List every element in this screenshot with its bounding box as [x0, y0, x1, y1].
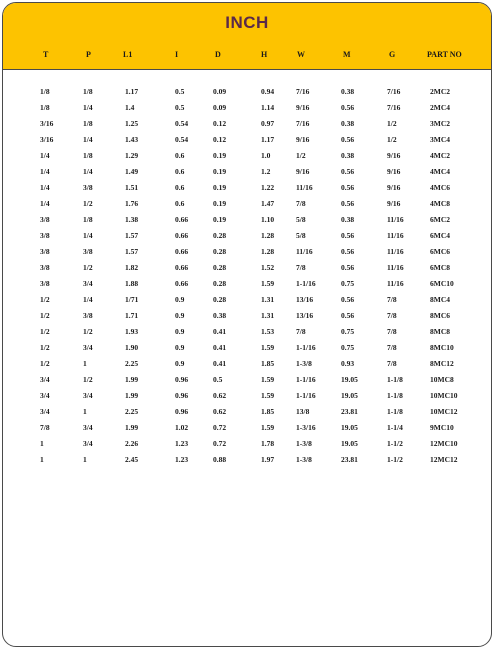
cell-l1: 1.99 — [125, 391, 139, 400]
cell-h: 1.17 — [261, 135, 275, 144]
spec-table-card — [2, 2, 492, 647]
cell-m: 0.38 — [341, 87, 355, 96]
cell-t: 1 — [40, 455, 44, 464]
cell-t: 1/4 — [40, 151, 50, 160]
cell-l1: 1.71 — [125, 311, 139, 320]
cell-l1: 1.99 — [125, 423, 139, 432]
cell-t: 1/4 — [40, 199, 50, 208]
cell-w: 11/16 — [296, 247, 313, 256]
cell-h: 1.0 — [261, 151, 271, 160]
cell-i: 1.23 — [175, 439, 189, 448]
cell-h: 1.28 — [261, 231, 275, 240]
cell-m: 0.56 — [341, 103, 355, 112]
cell-l1: 1.99 — [125, 375, 139, 384]
cell-g: 11/16 — [387, 231, 404, 240]
cell-i: 0.66 — [175, 215, 189, 224]
cell-i: 0.54 — [175, 135, 189, 144]
cell-l1: 1.51 — [125, 183, 139, 192]
cell-d: 0.09 — [213, 87, 227, 96]
table-row — [3, 423, 491, 439]
table-row — [3, 103, 491, 119]
cell-d: 0.12 — [213, 119, 227, 128]
cell-w: 5/8 — [296, 215, 306, 224]
table-row — [3, 295, 491, 311]
cell-m: 19.05 — [341, 391, 358, 400]
cell-w: 1/2 — [296, 151, 306, 160]
cell-part-no: 8MC4 — [430, 295, 450, 304]
cell-t: 3/8 — [40, 247, 50, 256]
cell-p: 1/8 — [83, 151, 93, 160]
cell-d: 0.12 — [213, 135, 227, 144]
cell-m: 19.05 — [341, 375, 358, 384]
cell-h: 1.97 — [261, 455, 275, 464]
cell-h: 1.59 — [261, 391, 275, 400]
cell-d: 0.19 — [213, 183, 227, 192]
column-header-i: I — [175, 50, 179, 59]
table-row — [3, 231, 491, 247]
cell-l1: 2.25 — [125, 359, 139, 368]
cell-d: 0.38 — [213, 311, 227, 320]
table-row — [3, 343, 491, 359]
cell-g: 1-1/2 — [387, 439, 403, 448]
cell-i: 0.66 — [175, 231, 189, 240]
cell-h: 1.59 — [261, 343, 275, 352]
cell-g: 7/16 — [387, 87, 401, 96]
cell-w: 7/8 — [296, 199, 306, 208]
cell-l1: 1.90 — [125, 343, 139, 352]
cell-g: 11/16 — [387, 279, 404, 288]
cell-h: 1.22 — [261, 183, 275, 192]
cell-l1: 1.57 — [125, 247, 139, 256]
cell-part-no: 8MC6 — [430, 311, 450, 320]
cell-d: 0.72 — [213, 439, 227, 448]
cell-p: 1/4 — [83, 103, 93, 112]
cell-d: 0.19 — [213, 215, 227, 224]
cell-p: 3/4 — [83, 343, 93, 352]
cell-i: 0.6 — [175, 199, 185, 208]
cell-h: 1.59 — [261, 375, 275, 384]
cell-part-no: 6MC4 — [430, 231, 450, 240]
table-row — [3, 151, 491, 167]
cell-p: 1 — [83, 359, 87, 368]
cell-t: 3/8 — [40, 279, 50, 288]
cell-h: 1.59 — [261, 279, 275, 288]
cell-g: 9/16 — [387, 199, 401, 208]
cell-part-no: 4MC4 — [430, 167, 450, 176]
cell-part-no: 2MC4 — [430, 103, 450, 112]
cell-p: 3/8 — [83, 311, 93, 320]
cell-part-no: 6MC2 — [430, 215, 450, 224]
cell-part-no: 2MC2 — [430, 87, 450, 96]
table-row — [3, 439, 491, 455]
cell-g: 9/16 — [387, 167, 401, 176]
column-header-t: T — [43, 50, 49, 59]
cell-part-no: 8MC12 — [430, 359, 454, 368]
cell-part-no: 4MC6 — [430, 183, 450, 192]
cell-h: 1.28 — [261, 247, 275, 256]
cell-part-no: 10MC12 — [430, 407, 458, 416]
cell-l1: 1.49 — [125, 167, 139, 176]
cell-t: 3/8 — [40, 263, 50, 272]
cell-p: 1/4 — [83, 167, 93, 176]
cell-p: 1/4 — [83, 295, 93, 304]
cell-l1: 1.38 — [125, 215, 139, 224]
cell-t: 1/2 — [40, 311, 50, 320]
table-row — [3, 327, 491, 343]
cell-l1: 1.93 — [125, 327, 139, 336]
cell-w: 13/16 — [296, 295, 314, 304]
cell-p: 1/2 — [83, 263, 93, 272]
table-row — [3, 263, 491, 279]
cell-t: 1/4 — [40, 183, 50, 192]
cell-p: 3/8 — [83, 247, 93, 256]
cell-i: 0.6 — [175, 151, 185, 160]
cell-g: 1-1/4 — [387, 423, 403, 432]
cell-m: 0.56 — [341, 183, 355, 192]
cell-h: 1.47 — [261, 199, 275, 208]
column-header-part-no: PART NO — [427, 50, 462, 59]
cell-l1: 2.25 — [125, 407, 139, 416]
table-row — [3, 135, 491, 151]
cell-i: 0.9 — [175, 327, 185, 336]
cell-part-no: 3MC4 — [430, 135, 450, 144]
cell-g: 1/2 — [387, 119, 397, 128]
cell-m: 0.93 — [341, 359, 355, 368]
cell-l1: 2.26 — [125, 439, 139, 448]
cell-m: 0.75 — [341, 343, 355, 352]
cell-d: 0.28 — [213, 231, 227, 240]
cell-w: 1-1/16 — [296, 343, 316, 352]
cell-h: 1.53 — [261, 327, 275, 336]
cell-w: 1-3/8 — [296, 359, 312, 368]
table-row — [3, 183, 491, 199]
cell-h: 1.31 — [261, 311, 275, 320]
cell-p: 1/4 — [83, 231, 93, 240]
cell-d: 0.28 — [213, 295, 227, 304]
cell-p: 3/4 — [83, 439, 93, 448]
column-header-g: G — [389, 50, 396, 59]
table-row — [3, 375, 491, 391]
cell-w: 13/16 — [296, 311, 314, 320]
cell-m: 0.38 — [341, 151, 355, 160]
cell-t: 3/4 — [40, 391, 50, 400]
column-header-row — [3, 50, 491, 66]
cell-t: 1/2 — [40, 327, 50, 336]
cell-part-no: 3MC2 — [430, 119, 450, 128]
cell-i: 0.66 — [175, 279, 189, 288]
cell-g: 9/16 — [387, 151, 401, 160]
cell-p: 3/4 — [83, 279, 93, 288]
cell-w: 1-1/16 — [296, 391, 316, 400]
cell-i: 1.02 — [175, 423, 189, 432]
cell-l1: 1.82 — [125, 263, 139, 272]
cell-h: 1.2 — [261, 167, 271, 176]
cell-p: 3/4 — [83, 423, 93, 432]
cell-g: 7/16 — [387, 103, 401, 112]
cell-i: 0.66 — [175, 263, 189, 272]
cell-d: 0.5 — [213, 375, 223, 384]
cell-w: 11/16 — [296, 183, 313, 192]
cell-t: 3/4 — [40, 407, 50, 416]
cell-w: 7/16 — [296, 87, 310, 96]
cell-l1: 1.76 — [125, 199, 139, 208]
cell-part-no: 8MC8 — [430, 327, 450, 336]
table-row — [3, 279, 491, 295]
cell-l1: 1.29 — [125, 151, 139, 160]
cell-i: 0.6 — [175, 183, 185, 192]
cell-p: 3/4 — [83, 391, 93, 400]
cell-d: 0.72 — [213, 423, 227, 432]
cell-d: 0.19 — [213, 167, 227, 176]
column-header-l1: L1 — [123, 50, 133, 59]
table-header-band — [3, 3, 491, 70]
cell-w: 1-3/8 — [296, 455, 312, 464]
cell-t: 1 — [40, 439, 44, 448]
cell-d: 0.28 — [213, 247, 227, 256]
cell-h: 1.85 — [261, 359, 275, 368]
cell-g: 7/8 — [387, 311, 397, 320]
cell-w: 7/16 — [296, 119, 310, 128]
cell-m: 19.05 — [341, 439, 358, 448]
cell-i: 1.23 — [175, 455, 189, 464]
cell-g: 11/16 — [387, 247, 404, 256]
cell-t: 1/2 — [40, 359, 50, 368]
cell-l1: 1/71 — [125, 295, 139, 304]
cell-h: 1.85 — [261, 407, 275, 416]
cell-m: 0.56 — [341, 231, 355, 240]
cell-p: 1/4 — [83, 135, 93, 144]
cell-d: 0.19 — [213, 199, 227, 208]
cell-part-no: 4MC8 — [430, 199, 450, 208]
column-header-d: D — [215, 50, 221, 59]
cell-g: 1-1/2 — [387, 455, 403, 464]
cell-h: 1.10 — [261, 215, 275, 224]
cell-w: 1-3/8 — [296, 439, 312, 448]
table-row — [3, 455, 491, 471]
cell-t: 7/8 — [40, 423, 50, 432]
cell-w: 9/16 — [296, 103, 310, 112]
table-row — [3, 199, 491, 215]
table-row — [3, 391, 491, 407]
cell-i: 0.96 — [175, 407, 189, 416]
cell-m: 0.56 — [341, 311, 355, 320]
cell-i: 0.9 — [175, 311, 185, 320]
cell-m: 23.81 — [341, 407, 358, 416]
cell-m: 23.81 — [341, 455, 358, 464]
cell-h: 1.59 — [261, 423, 275, 432]
cell-t: 3/16 — [40, 135, 54, 144]
cell-w: 1-3/16 — [296, 423, 316, 432]
cell-p: 1/2 — [83, 327, 93, 336]
cell-part-no: 10MC10 — [430, 391, 458, 400]
cell-g: 7/8 — [387, 343, 397, 352]
cell-m: 0.56 — [341, 295, 355, 304]
cell-m: 0.38 — [341, 119, 355, 128]
cell-t: 3/8 — [40, 215, 50, 224]
cell-part-no: 12MC12 — [430, 455, 458, 464]
cell-part-no: 6MC8 — [430, 263, 450, 272]
table-row — [3, 311, 491, 327]
cell-l1: 1.4 — [125, 103, 135, 112]
cell-d: 0.28 — [213, 263, 227, 272]
cell-d: 0.09 — [213, 103, 227, 112]
cell-h: 1.14 — [261, 103, 275, 112]
column-header-w: W — [297, 50, 305, 59]
cell-i: 0.6 — [175, 167, 185, 176]
cell-t: 3/8 — [40, 231, 50, 240]
cell-g: 1/2 — [387, 135, 397, 144]
column-header-m: M — [343, 50, 351, 59]
cell-i: 0.9 — [175, 343, 185, 352]
cell-g: 7/8 — [387, 327, 397, 336]
table-row — [3, 215, 491, 231]
cell-h: 1.31 — [261, 295, 275, 304]
cell-w: 9/16 — [296, 135, 310, 144]
cell-i: 0.9 — [175, 295, 185, 304]
cell-i: 0.66 — [175, 247, 189, 256]
cell-t: 1/2 — [40, 295, 50, 304]
table-row — [3, 119, 491, 135]
cell-part-no: 12MC10 — [430, 439, 458, 448]
cell-l1: 1.17 — [125, 87, 139, 96]
cell-w: 13/8 — [296, 407, 310, 416]
table-row — [3, 87, 491, 103]
cell-g: 1-1/8 — [387, 375, 403, 384]
cell-i: 0.5 — [175, 103, 185, 112]
cell-p: 3/8 — [83, 183, 93, 192]
cell-t: 3/4 — [40, 375, 50, 384]
cell-m: 0.56 — [341, 167, 355, 176]
cell-p: 1/2 — [83, 375, 93, 384]
cell-m: 0.75 — [341, 279, 355, 288]
cell-h: 1.78 — [261, 439, 275, 448]
cell-g: 1-1/8 — [387, 391, 403, 400]
cell-m: 0.38 — [341, 215, 355, 224]
cell-m: 0.56 — [341, 199, 355, 208]
cell-i: 0.96 — [175, 391, 189, 400]
cell-d: 0.41 — [213, 343, 227, 352]
cell-l1: 2.45 — [125, 455, 139, 464]
cell-m: 0.75 — [341, 327, 355, 336]
cell-d: 0.62 — [213, 407, 227, 416]
cell-m: 0.56 — [341, 263, 355, 272]
cell-w: 7/8 — [296, 263, 306, 272]
cell-g: 7/8 — [387, 359, 397, 368]
cell-g: 1-1/8 — [387, 407, 403, 416]
table-row — [3, 247, 491, 263]
cell-d: 0.41 — [213, 327, 227, 336]
column-header-h: H — [261, 50, 268, 59]
cell-p: 1 — [83, 407, 87, 416]
cell-h: 0.97 — [261, 119, 275, 128]
cell-l1: 1.25 — [125, 119, 139, 128]
cell-part-no: 8MC10 — [430, 343, 454, 352]
cell-g: 7/8 — [387, 295, 397, 304]
cell-i: 0.9 — [175, 359, 185, 368]
cell-part-no: 6MC6 — [430, 247, 450, 256]
cell-w: 5/8 — [296, 231, 306, 240]
table-title: INCH — [225, 13, 269, 32]
cell-w: 1-1/16 — [296, 375, 316, 384]
cell-g: 11/16 — [387, 215, 404, 224]
cell-d: 0.19 — [213, 151, 227, 160]
cell-part-no: 4MC2 — [430, 151, 450, 160]
cell-i: 0.54 — [175, 119, 189, 128]
cell-p: 1/8 — [83, 119, 93, 128]
cell-p: 1/2 — [83, 199, 93, 208]
cell-l1: 1.88 — [125, 279, 139, 288]
cell-l1: 1.43 — [125, 135, 139, 144]
table-row — [3, 407, 491, 423]
cell-h: 1.52 — [261, 263, 275, 272]
cell-d: 0.28 — [213, 279, 227, 288]
cell-part-no: 10MC8 — [430, 375, 454, 384]
cell-t: 1/8 — [40, 103, 50, 112]
cell-m: 19.05 — [341, 423, 358, 432]
cell-i: 0.5 — [175, 87, 185, 96]
column-header-p: P — [86, 50, 91, 59]
cell-d: 0.41 — [213, 359, 227, 368]
cell-p: 1/8 — [83, 87, 93, 96]
table-row — [3, 359, 491, 375]
cell-t: 1/8 — [40, 87, 50, 96]
cell-p: 1 — [83, 455, 87, 464]
cell-w: 7/8 — [296, 327, 306, 336]
cell-w: 1-1/16 — [296, 279, 316, 288]
cell-h: 0.94 — [261, 87, 275, 96]
table-row — [3, 167, 491, 183]
cell-g: 11/16 — [387, 263, 404, 272]
cell-m: 0.56 — [341, 247, 355, 256]
cell-l1: 1.57 — [125, 231, 139, 240]
cell-t: 3/16 — [40, 119, 54, 128]
cell-w: 9/16 — [296, 167, 310, 176]
cell-part-no: 9MC10 — [430, 423, 454, 432]
cell-i: 0.96 — [175, 375, 189, 384]
cell-d: 0.62 — [213, 391, 227, 400]
cell-m: 0.56 — [341, 135, 355, 144]
cell-t: 1/2 — [40, 343, 50, 352]
cell-d: 0.88 — [213, 455, 227, 464]
cell-t: 1/4 — [40, 167, 50, 176]
cell-g: 9/16 — [387, 183, 401, 192]
cell-part-no: 6MC10 — [430, 279, 454, 288]
cell-p: 1/8 — [83, 215, 93, 224]
